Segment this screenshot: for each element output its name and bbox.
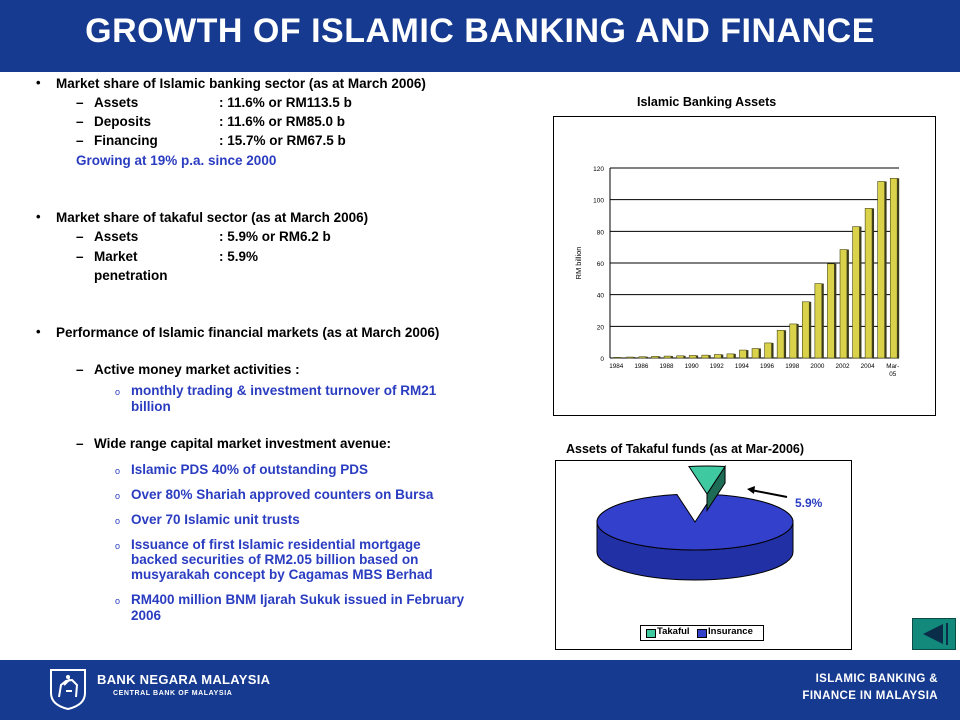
dash: –: [76, 362, 84, 377]
bullet: •: [36, 324, 41, 339]
row-label-cont: penetration: [94, 268, 168, 283]
bar: [652, 356, 659, 358]
capital-market-heading: Wide range capital market investment avenue:: [94, 436, 391, 451]
bullet: •: [36, 75, 41, 90]
y-tick-label: 60: [596, 261, 604, 268]
x-tick-label: 2000: [810, 363, 825, 370]
sub-bullet: o: [115, 491, 121, 501]
back-button[interactable]: [912, 618, 956, 650]
capital-market-item-cont: musyarakah concept by Cagamas MBS Berhad: [131, 567, 433, 582]
row-value: : 11.6% or RM113.5 b: [219, 95, 352, 110]
money-market-item-cont: billion: [131, 399, 171, 414]
x-tick-label: 2002: [835, 363, 850, 370]
bar: [815, 284, 822, 358]
row-value: : 5.9% or RM6.2 b: [219, 229, 331, 244]
row-value: : 15.7% or RM67.5 b: [219, 133, 346, 148]
bar: [614, 357, 621, 358]
footer-caption-line2: FINANCE IN MALAYSIA: [802, 690, 938, 702]
legend-label-takaful: Takaful: [657, 626, 690, 637]
pie-chart: [555, 460, 851, 649]
dash: –: [76, 229, 84, 244]
pie-annotation-label: 5.9%: [795, 496, 823, 510]
x-tick-label: 1990: [684, 363, 699, 370]
section-heading-takaful: Market share of takaful sector (as at March 2006): [56, 210, 369, 225]
bar: [727, 354, 734, 358]
bar-chart: [553, 116, 935, 415]
capital-market-item-cont: backed securities of RM2.05 billion based on: [131, 552, 419, 567]
pie-chart-title: Assets of Takaful funds (as at Mar-2006): [566, 442, 805, 456]
row-value: : 11.6% or RM85.0 b: [219, 114, 346, 129]
y-tick-label: 80: [596, 229, 604, 237]
row-label: Market: [94, 249, 138, 264]
bar: [739, 350, 746, 358]
dash: –: [76, 114, 84, 129]
bar-chart-title: Islamic Banking Assets: [637, 95, 777, 109]
x-tick-label: 1984: [609, 363, 624, 370]
sub-bullet: o: [115, 387, 121, 397]
pie-slice-insurance: [597, 494, 793, 550]
capital-market-item: Issuance of first Islamic residential mortgage: [131, 537, 421, 552]
footer-caption-line1: ISLAMIC BANKING &: [815, 673, 938, 685]
section-heading-islamic-banking: Market share of Islamic banking sector (as at March 2006): [56, 76, 426, 91]
sub-bullet: o: [115, 596, 121, 606]
dash: –: [76, 95, 84, 110]
row-label: Assets: [94, 229, 139, 244]
bar: [765, 343, 772, 358]
row-label: Financing: [94, 133, 158, 148]
x-tick-label: 1994: [734, 363, 749, 370]
pie-legend: [640, 625, 764, 641]
legend-swatch-insurance: [697, 629, 707, 638]
bank-subtitle: CENTRAL BANK OF MALAYSIA: [113, 690, 233, 697]
bar: [702, 355, 709, 358]
legend-swatch-takaful: [646, 629, 656, 638]
row-label: Assets: [94, 95, 139, 110]
bar: [853, 227, 860, 358]
y-tick-label: 0: [600, 356, 604, 363]
bank-negara-logo-icon: [48, 667, 88, 711]
x-tick-label: 1986: [634, 363, 649, 370]
x-tick-label: Mar-: [886, 363, 900, 370]
bar: [890, 178, 897, 358]
money-market-heading: Active money market activities :: [94, 362, 300, 377]
row-value: : 5.9%: [219, 249, 259, 264]
bar: [752, 349, 759, 359]
x-tick-label: 1996: [760, 363, 775, 370]
sub-bullet: o: [115, 516, 121, 526]
y-tick-label: 20: [596, 324, 604, 332]
sub-bullet: o: [115, 541, 121, 551]
bar: [639, 357, 646, 358]
bullet: •: [36, 209, 41, 224]
capital-market-item: Over 70 Islamic unit trusts: [131, 512, 300, 527]
y-tick-label: 120: [593, 166, 604, 173]
capital-market-item: Over 80% Shariah approved counters on Bursa: [131, 487, 434, 502]
bar: [865, 208, 872, 358]
bar: [626, 357, 633, 358]
x-tick-label: 1998: [785, 363, 800, 370]
dash: –: [76, 249, 84, 264]
legend-label-insurance: Insurance: [708, 626, 753, 637]
section-heading-markets: Performance of Islamic financial markets (as at March 2006): [56, 325, 440, 340]
x-tick-label: 05: [889, 371, 897, 378]
y-tick-label: 40: [596, 292, 604, 300]
bar: [802, 302, 809, 358]
page-title: GROWTH OF ISLAMIC BANKING AND FINANCE: [85, 12, 875, 50]
y-axis-label: RM billion: [574, 246, 583, 280]
money-market-item: monthly trading & investment turnover of RM21: [131, 383, 437, 398]
bar: [878, 181, 885, 358]
capital-market-item: RM400 million BNM Ijarah Sukuk issued in February: [131, 592, 465, 607]
bar: [827, 264, 834, 358]
bank-name: BANK NEGARA MALAYSIA: [97, 672, 271, 687]
y-tick-label: 100: [593, 197, 604, 205]
capital-market-item: Islamic PDS 40% of outstanding PDS: [131, 462, 369, 477]
bar: [664, 356, 671, 358]
bar: [777, 330, 784, 358]
bar: [677, 356, 684, 358]
x-tick-label: 2004: [860, 363, 875, 370]
dash: –: [76, 436, 84, 451]
dash: –: [76, 133, 84, 148]
back-arrow-icon: [913, 619, 955, 649]
bar: [790, 324, 797, 358]
bar: [714, 355, 721, 358]
footer-caption: [802, 671, 938, 705]
x-tick-label: 1992: [709, 363, 724, 370]
sub-bullet: o: [115, 466, 121, 476]
bar: [689, 355, 696, 358]
annotation-arrowhead: [747, 486, 755, 494]
annotation-arrow: [751, 490, 787, 497]
row-label: Deposits: [94, 114, 152, 129]
capital-market-item-cont: 2006: [131, 608, 162, 623]
growth-note: Growing at 19% p.a. since 2000: [76, 153, 277, 168]
x-tick-label: 1988: [659, 363, 674, 370]
bar: [840, 250, 847, 358]
